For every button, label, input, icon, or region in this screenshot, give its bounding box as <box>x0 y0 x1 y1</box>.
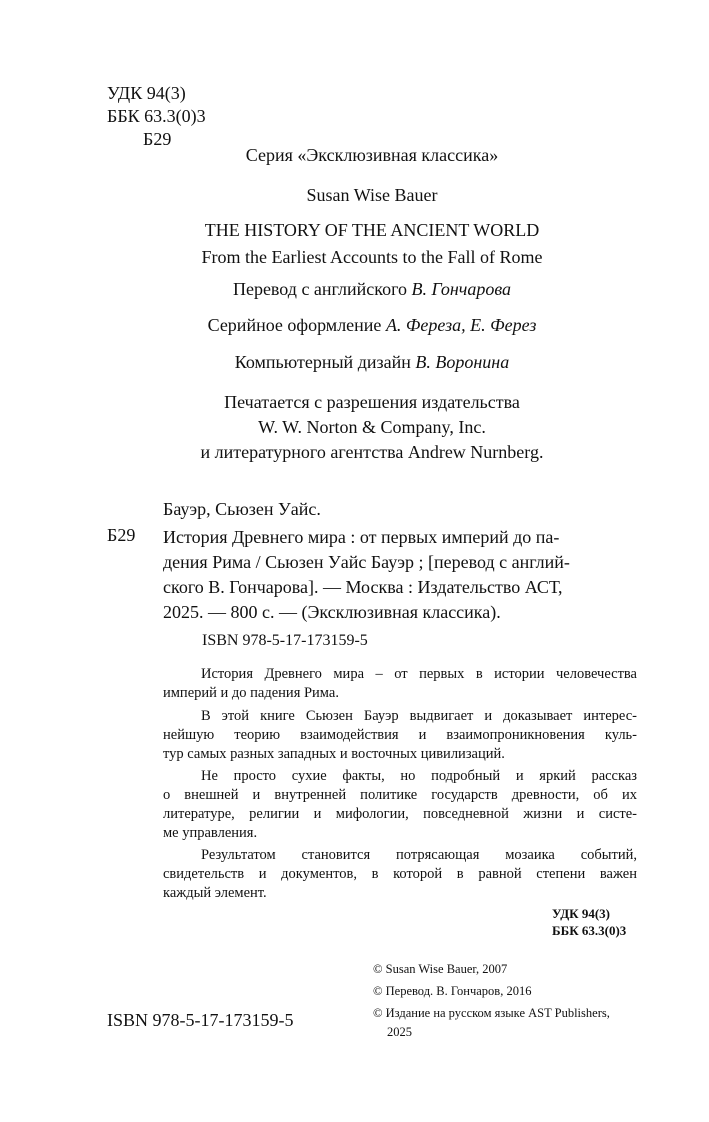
bibliographic-line: История Древнего мира : от первых империй до па- <box>163 527 560 547</box>
copyright-line: © Susan Wise Bauer, 2007 <box>373 962 508 976</box>
annotation-line: о внешней и внутренней политике государств древности, об их <box>163 787 637 803</box>
original-subtitle: From the Earliest Accounts to the Fall of Rome <box>201 247 543 267</box>
serial-design-credit <box>107 315 637 336</box>
serial-designers: А. Фереза, Е. Ферез <box>385 315 537 335</box>
serial-design-label: Серийное оформление <box>207 315 382 335</box>
copyright-line-continued: 2025 <box>387 1025 412 1039</box>
permission-line: Печатается с разрешения издательства <box>224 392 520 412</box>
copyright-block <box>373 958 610 1040</box>
annotation-line: свидетельств и документов, в которой в равной степени важен <box>163 866 637 882</box>
annotation-line: История Древнего мира – от первых в истории человечества <box>201 666 637 682</box>
computer-design-label: Компьютерный дизайн <box>234 352 411 372</box>
classification-codes <box>107 82 206 151</box>
annotation-paragraph <box>163 707 637 764</box>
bibliographic-line: 2025. — 800 с. — (Эксклюзивная классика). <box>163 602 501 622</box>
permission-notice <box>107 390 637 465</box>
annotation-line: В этой книге Сьюзен Бауэр выдвигает и доказывает интерес- <box>201 708 637 724</box>
copyright-line: © Перевод. В. Гончаров, 2016 <box>373 984 532 998</box>
author-original-name: Susan Wise Bauer <box>306 185 438 205</box>
copyright-line: © Издание на русском языке AST Publishers, <box>373 1006 610 1020</box>
bibliographic-line: дения Рима / Сьюзен Уайс Бауэр ; [перевод с англий- <box>163 552 570 572</box>
bbk-code-bottom: ББК 63.3(0)3 <box>552 923 627 938</box>
udk-code-bottom: УДК 94(3) <box>552 906 611 921</box>
translation-label: Перевод с английского <box>232 279 408 299</box>
bibliographic-code: Б29 <box>107 525 136 545</box>
annotation-paragraph <box>163 846 637 903</box>
bibliographic-line: ского В. Гончарова]. — Москва : Издательство АСТ, <box>163 577 563 597</box>
annotation-line: нейшую теорию взаимодействия и взаимопроникновения куль- <box>163 727 637 743</box>
annotation-line: тур самых разных западных и восточных цивилизаций. <box>163 746 505 762</box>
permission-line: W. W. Norton & Company, Inc. <box>258 417 486 437</box>
designer-name: В. Воронина <box>415 352 510 372</box>
classification-codes-bottom <box>552 905 626 939</box>
annotation-line: Не просто сухие факты, но подробный и яркий рассказ <box>201 768 637 784</box>
original-title-main: THE HISTORY OF THE ANCIENT WORLD <box>204 220 540 240</box>
series-title: Серия «Эксклюзивная классика» <box>245 145 499 165</box>
annotation-paragraph <box>163 767 637 843</box>
annotation-line: ме управления. <box>163 825 258 841</box>
permission-line: и литературного агентства Andrew Nurnberg. <box>200 442 544 462</box>
isbn-main: ISBN 978-5-17-173159-5 <box>107 1010 294 1030</box>
original-title <box>107 217 637 271</box>
annotation-line: Результатом становится потрясающая мозаика событий, <box>201 847 637 863</box>
udk-code: УДК 94(3) <box>107 83 186 103</box>
annotation-line: литературе, религии и мифологии, повседневной жизни и систе- <box>163 806 637 822</box>
computer-design-credit <box>107 352 637 373</box>
annotation-line: империй и до падения Рима. <box>163 685 339 701</box>
annotation-paragraph <box>163 665 637 703</box>
bibliographic-description <box>163 525 637 625</box>
bbk-code: ББК 63.3(0)3 <box>107 106 206 126</box>
translation-credit <box>107 279 637 300</box>
translator-name: В. Гончарова <box>411 279 512 299</box>
bibliographic-author: Бауэр, Сьюзен Уайс. <box>163 499 321 519</box>
annotation-line: каждый элемент. <box>163 885 267 901</box>
author-code: Б29 <box>143 129 172 149</box>
bibliographic-isbn: ISBN 978-5-17-173159-5 <box>202 632 368 649</box>
